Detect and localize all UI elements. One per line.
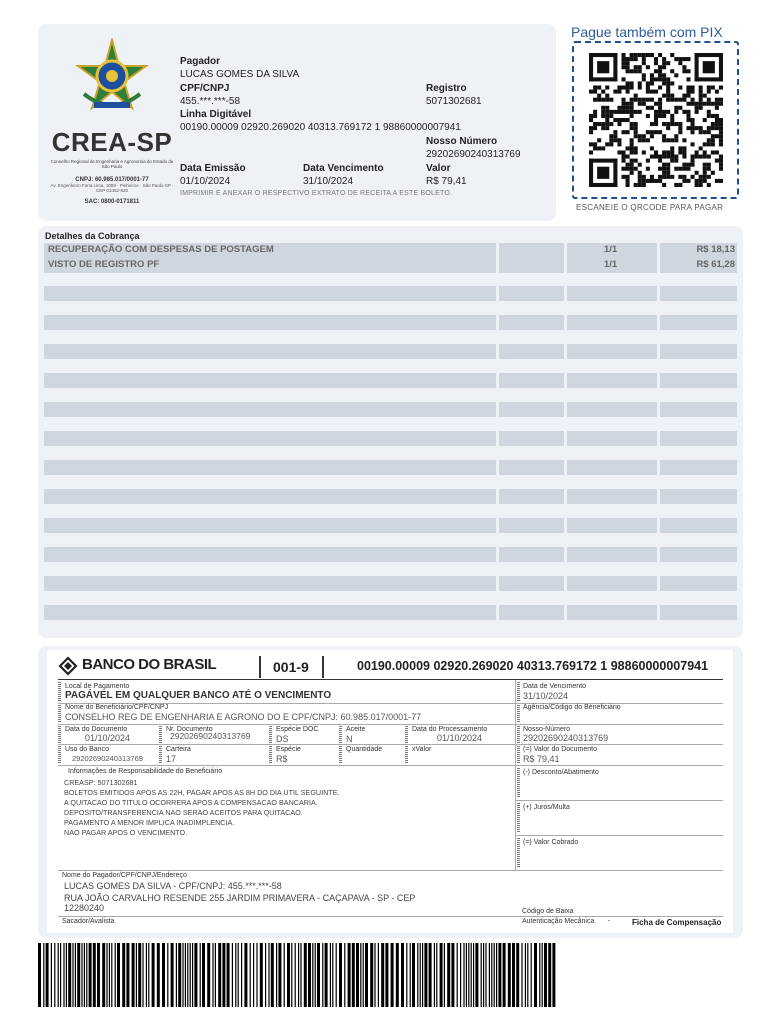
local-pagamento-value: PAGÁVEL EM QUALQUER BANCO ATÉ O VENCIMENTO: [65, 690, 332, 701]
details-empty-row: [44, 576, 737, 591]
details-title: Detalhes da Cobrança: [45, 231, 140, 241]
barcode-icon: [38, 943, 556, 1007]
uso-banco-value: 29202690240313769: [72, 754, 143, 763]
divider: [58, 870, 723, 871]
xvalor-label: xValor: [412, 746, 432, 753]
bank-separator: [322, 656, 324, 678]
item-value: R$ 18,13: [696, 244, 735, 255]
cpf-value: 455.***.***-58: [180, 96, 241, 107]
emissao-label: Data Emissão: [180, 163, 246, 174]
instructions-text: CREASP: 5071302681 BOLETOS EMITIDOS APOS AS 22H, PAGAR APOS AS 8H DO DIA UTIL SEGUINTE. A QUITACAO DO TITULO OCORRERA APOS A COMPENSACAO BANCARIA. DEPOSITO/TRANSFERENCIA NAO SERAO ACEITOS PARA QUITACAO. PAGAMENTO A MENOR IMPLICA INADIMPLENCIA. NAO PAGAR APOS O VENCIMENTO.: [64, 778, 340, 837]
logo-wordmark: CREA-SP: [51, 127, 173, 157]
autenticacao-dash: -: [608, 918, 611, 925]
vencimento-value: 31/10/2024: [523, 691, 569, 701]
nr-documento-value: 29202690240313769: [170, 731, 251, 741]
beneficiario-label: Nome do Beneficiário/CPF/CNPJ: [65, 704, 169, 711]
cpf-label: CPF/CNPJ: [180, 83, 230, 94]
bank-name: BANCO DO BRASIL: [82, 656, 217, 673]
details-row: [44, 258, 737, 273]
registro-value: 5071302681: [426, 96, 482, 107]
pagador-label: Pagador: [180, 56, 221, 67]
pagador-line-2: RUA JOÃO CARVALHO RESENDE 255 JARDIM PRIMAVERA - CAÇAPAVA - SP - CEP: [64, 893, 416, 903]
divider: [58, 679, 723, 680]
ficha-compensacao-label: Ficha de Compensação: [632, 918, 722, 927]
valor-cobrado-label: (=) Valor Cobrado: [523, 839, 579, 846]
pix-caption: ESCANEIE O QRCODE PARA PAGAR: [576, 203, 724, 212]
informacoes-label: Informações de Responsabilidade do Beneficiário: [68, 768, 223, 775]
valor-documento-value: R$ 79,41: [523, 754, 560, 764]
data-processamento-label: Data do Processamento: [412, 726, 488, 733]
divider: [58, 916, 723, 917]
sacador-label: Sacador/Avalista: [62, 918, 115, 925]
quantidade-label: Quantidade: [346, 746, 383, 753]
valor-label: Valor: [426, 163, 451, 174]
especie-doc-value: DS: [276, 734, 289, 744]
data-documento-label: Data do Documento: [65, 726, 128, 733]
item-description: VISTO DE REGISTRO PF: [48, 259, 160, 270]
details-empty-row: [44, 431, 737, 446]
vencimento-label: Data de Vencimento: [523, 683, 587, 690]
desconto-label: (-) Desconto/Abatimento: [523, 769, 599, 776]
carteira-value: 17: [166, 754, 177, 764]
nr-documento-label: Nr. Documento: [166, 726, 213, 733]
nosso-numero-label: Nosso-Número: [523, 726, 571, 733]
aceite-label: Aceite: [346, 726, 366, 733]
emissao-value: 01/10/2024: [180, 176, 231, 187]
bank-separator: [259, 656, 261, 678]
issuer-address: Av. Engenheiro Faria Lima, 1059 · Pinheiros · São Paulo-SP · CEP 01452-920: [50, 183, 174, 193]
pagador-line-1: LUCAS GOMES DA SILVA - CPF/CNPJ: 455.***.***-58: [64, 881, 282, 891]
codigo-baixa-label: Código de Baixa: [522, 908, 574, 915]
boleto-digitable-line[interactable]: 00190.00009 02920.269020 40313.769172 1 98860000007941: [357, 659, 709, 673]
print-note: IMPRIMIR E ANEXAR O RESPECTIVO EXTRATO DE RECEITA A ESTE BOLETO.: [180, 190, 453, 197]
especie-doc-label: Espécie DOC: [276, 726, 319, 733]
linha-digitavel-label: Linha Digitável: [180, 109, 252, 120]
brazil-coat-of-arms-icon: [72, 38, 152, 118]
pix-title: Pague também com PIX: [571, 24, 723, 40]
uso-banco-label: Uso do Banco: [65, 746, 109, 753]
autenticacao-label: Autenticação Mecânica: [522, 918, 595, 925]
divider: [515, 800, 723, 801]
vencimento-label: Data Vencimento: [303, 163, 384, 174]
details-empty-row: [44, 373, 737, 388]
details-empty-row: [44, 344, 737, 359]
divider: [515, 835, 723, 836]
pagador-line-3: 12280240: [64, 903, 105, 913]
registro-label: Registro: [426, 83, 467, 94]
data-processamento-value: 01/10/2024: [437, 733, 483, 743]
pagador-endereco-label: Nome do Pagador/CPF/CNPJ/Endereço: [62, 872, 187, 879]
linha-digitavel-value[interactable]: 00190.00009 02920.269020 40313.769172 1 98860000007941: [180, 122, 461, 133]
details-empty-row: [44, 605, 737, 620]
valor-value: R$ 79,41: [426, 176, 467, 187]
issuer-cnpj: CNPJ: 60.985.017/0001-77: [75, 177, 149, 183]
pix-qrcode-frame[interactable]: [572, 41, 739, 199]
details-empty-row: [44, 402, 737, 417]
vencimento-value: 31/10/2024: [303, 176, 354, 187]
bank-code: 001-9: [273, 659, 309, 675]
item-qty: 1/1: [604, 244, 618, 255]
nosso-numero-value: 29202690240313769: [426, 149, 521, 160]
aceite-value: N: [346, 734, 353, 744]
divider: [58, 724, 723, 725]
details-empty-row: [44, 460, 737, 475]
issuer-sac: SAC: 0800-0171811: [84, 199, 140, 205]
valor-documento-label: (=) Valor do Documento: [523, 746, 597, 753]
crea-sp-logo: [46, 34, 178, 214]
details-empty-row: [44, 315, 737, 330]
carteira-label: Carteira: [166, 746, 191, 753]
details-empty-row: [44, 286, 737, 301]
logo-subtitle: Conselho Regional de Engenharia e Agronomia do Estado de São Paulo: [50, 159, 174, 169]
nosso-numero-label: Nosso Número: [426, 136, 498, 147]
agencia-label: Agência/Código do Beneficiário: [523, 704, 621, 711]
local-pagamento-label: Local de Pagamento: [65, 683, 130, 690]
beneficiario-value: CONSELHO REG DE ENGENHARIA E AGRONO DO E CPF/CNPJ: 60.985.017/0001-77: [65, 712, 422, 722]
item-description: RECUPERAÇÃO COM DESPESAS DE POSTAGEM: [48, 244, 274, 255]
item-qty: 1/1: [604, 259, 618, 270]
nosso-numero-value: 29202690240313769: [523, 733, 609, 743]
qr-code-icon: [589, 53, 723, 187]
divider: [515, 680, 516, 870]
divider: [58, 765, 723, 766]
data-documento-value: 01/10/2024: [85, 733, 131, 743]
especie-label: Espécie: [276, 746, 301, 753]
especie-value: R$: [276, 754, 288, 764]
pagador-value: LUCAS GOMES DA SILVA: [180, 69, 300, 80]
details-empty-row: [44, 518, 737, 533]
juros-label: (+) Juros/Multa: [523, 804, 570, 811]
details-empty-row: [44, 547, 737, 562]
details-empty-row: [44, 489, 737, 504]
item-value: R$ 61,28: [696, 259, 735, 270]
divider: [58, 744, 723, 745]
details-row: [44, 243, 737, 258]
